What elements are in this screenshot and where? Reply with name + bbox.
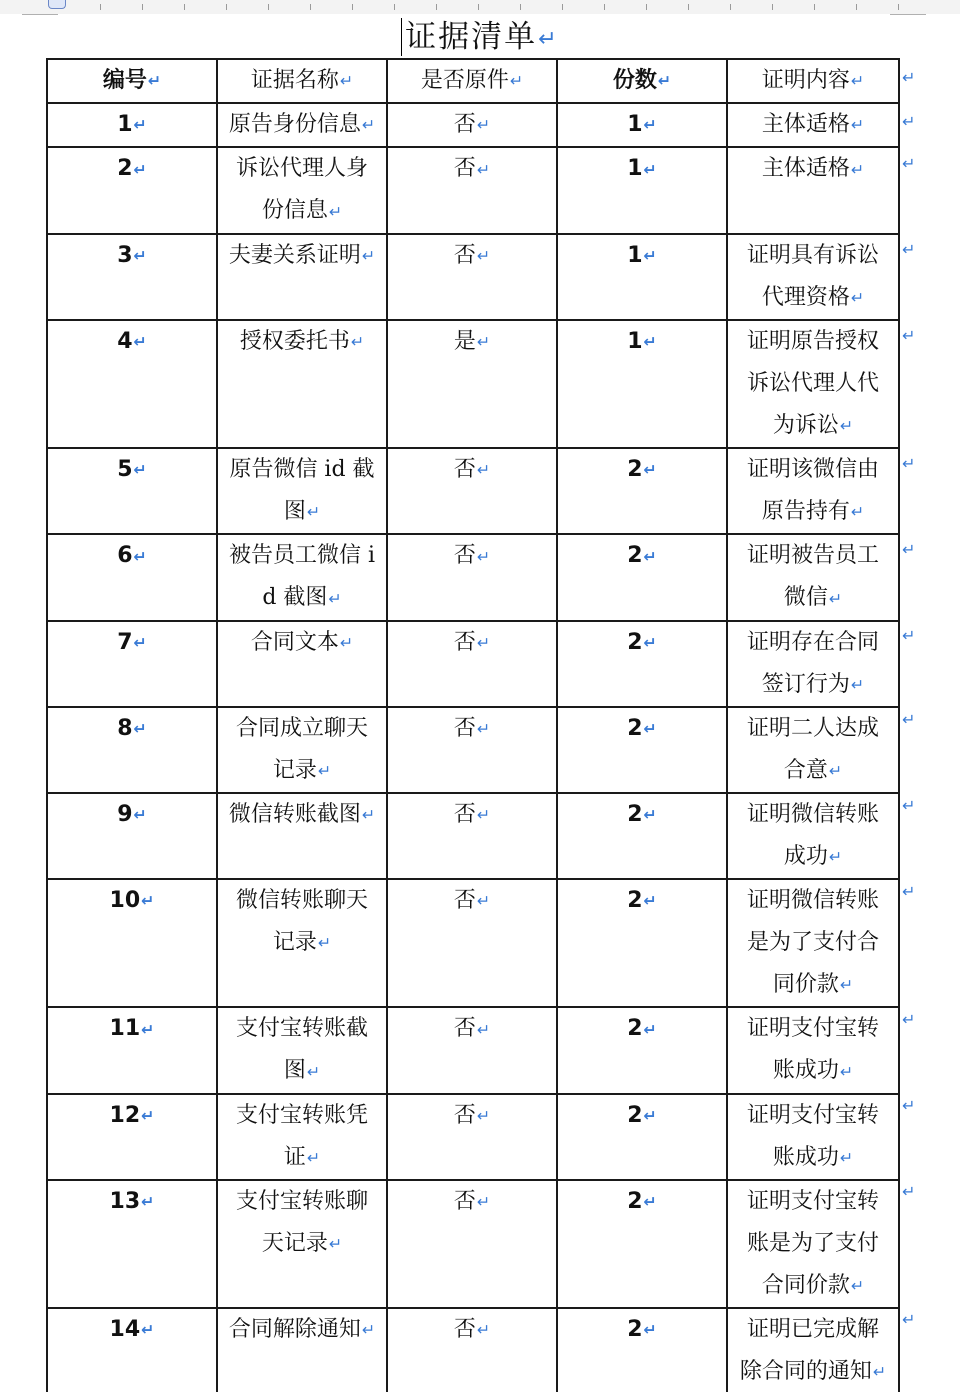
document-title-text: 证据清单 <box>405 19 538 55</box>
cell-num-text: 2 <box>117 156 133 182</box>
ruler-tick <box>730 4 731 10</box>
ruler[interactable] <box>0 0 960 14</box>
paragraph-mark-icon: ↵ <box>476 1019 491 1039</box>
cell-proof[interactable] <box>727 1180 899 1308</box>
cell-num-text: 10 <box>109 888 141 914</box>
paragraph-mark-icon: ↵ <box>839 1061 854 1081</box>
cell-copies[interactable] <box>557 534 727 620</box>
cell-name[interactable] <box>217 448 387 534</box>
table-row <box>47 879 899 1007</box>
cell-copies[interactable] <box>557 103 727 147</box>
table-row <box>47 1094 899 1180</box>
cell-original[interactable] <box>387 1308 557 1392</box>
cell-original[interactable] <box>387 448 557 534</box>
ruler-tick <box>268 4 269 10</box>
cell-name[interactable] <box>217 147 387 233</box>
cell-name-text: 合同文本 <box>250 629 339 655</box>
cell-copies[interactable] <box>557 793 727 879</box>
cell-num[interactable] <box>47 320 217 448</box>
paragraph-mark-icon: ↵ <box>850 71 865 91</box>
cell-proof-text: 证明微信转账是为了支付合同价款 <box>746 888 879 998</box>
paragraph-mark-icon: ↵ <box>476 546 491 566</box>
paragraph-mark-icon: ↵ <box>643 115 657 135</box>
cell-num[interactable] <box>47 707 217 793</box>
paragraph-mark-icon: ↵ <box>361 115 376 135</box>
cell-original-text: 否 <box>453 457 476 483</box>
cell-proof[interactable] <box>727 707 899 793</box>
paragraph-mark-icon: ↵ <box>643 1105 657 1125</box>
cell-num[interactable] <box>47 103 217 147</box>
cell-name-text: 支付宝转账截图 <box>235 1016 368 1084</box>
cell-num[interactable] <box>47 879 217 1007</box>
title-wrap <box>0 16 960 58</box>
cell-proof-text: 证明存在合同签订行为 <box>746 629 879 697</box>
paragraph-mark-icon: ↵ <box>476 805 491 825</box>
cell-proof[interactable] <box>727 448 899 534</box>
paragraph-mark-icon: ↵ <box>133 245 147 265</box>
row-end-mark-icon: ↵ <box>902 68 916 87</box>
cell-copies-text: 2 <box>627 1188 643 1214</box>
paragraph-mark-icon: ↵ <box>476 718 491 738</box>
cell-copies[interactable] <box>557 707 727 793</box>
cell-copies[interactable] <box>557 448 727 534</box>
cell-proof[interactable] <box>727 621 899 707</box>
cell-name[interactable] <box>217 103 387 147</box>
cell-num-text: 14 <box>109 1317 141 1343</box>
cell-original-text: 否 <box>453 888 476 914</box>
paragraph-mark-icon: ↵ <box>328 201 343 221</box>
cell-num-text: 7 <box>117 629 133 655</box>
cell-proof-text: 证明支付宝转账成功 <box>746 1016 879 1084</box>
cell-name[interactable] <box>217 879 387 1007</box>
cell-original[interactable] <box>387 1180 557 1308</box>
column-header-name[interactable] <box>217 59 387 103</box>
cell-proof-text: 证明被告员工微信 <box>746 543 879 611</box>
indent-marker-icon[interactable] <box>48 0 66 9</box>
cell-original-text: 否 <box>453 112 476 138</box>
paragraph-mark-icon: ↵ <box>133 546 147 566</box>
paragraph-mark-icon: ↵ <box>643 632 657 652</box>
cell-proof[interactable] <box>727 879 899 1007</box>
cell-original-text: 否 <box>453 1016 476 1042</box>
ruler-tick <box>520 4 521 10</box>
paragraph-mark-icon: ↵ <box>133 718 147 738</box>
paragraph-mark-icon: ↵ <box>147 71 162 91</box>
cell-proof[interactable] <box>727 534 899 620</box>
paragraph-mark-icon: ↵ <box>828 760 843 780</box>
row-end-mark-icon: ↵ <box>902 454 916 473</box>
paragraph-mark-icon: ↵ <box>317 933 332 953</box>
table-row <box>47 1007 899 1093</box>
paragraph-mark-icon: ↵ <box>643 460 657 480</box>
paragraph-mark-icon: ↵ <box>317 760 332 780</box>
cell-proof-text: 证明具有诉讼代理资格 <box>746 242 879 310</box>
cell-num-text: 8 <box>117 715 133 741</box>
cell-name-text: 原告身份信息 <box>228 112 361 138</box>
paragraph-mark-icon: ↵ <box>476 332 491 352</box>
cell-original-text: 否 <box>453 242 476 268</box>
paragraph-mark-icon: ↵ <box>643 891 657 911</box>
margin-line-right <box>890 14 926 15</box>
cell-proof[interactable] <box>727 103 899 147</box>
cell-copies[interactable] <box>557 1094 727 1180</box>
paragraph-mark-icon: ↵ <box>643 1192 657 1212</box>
cell-original-text: 否 <box>453 543 476 569</box>
cell-proof[interactable] <box>727 1308 899 1392</box>
paragraph-mark-icon: ↵ <box>133 159 147 179</box>
row-end-mark-icon: ↵ <box>902 1310 916 1329</box>
paragraph-mark-icon: ↵ <box>339 632 354 652</box>
cell-num-text: 4 <box>117 328 133 354</box>
table-row <box>47 320 899 448</box>
row-end-mark-icon: ↵ <box>902 326 916 345</box>
cell-name[interactable] <box>217 234 387 320</box>
cell-name-text: 授权委托书 <box>239 328 350 354</box>
paragraph-mark-icon: ↵ <box>538 25 559 52</box>
paragraph-mark-icon: ↵ <box>850 287 865 307</box>
cell-copies-text: 2 <box>627 629 643 655</box>
paragraph-mark-icon: ↵ <box>643 1019 657 1039</box>
cell-copies[interactable] <box>557 147 727 233</box>
cell-copies[interactable] <box>557 1308 727 1392</box>
row-end-mark-icon: ↵ <box>902 154 916 173</box>
paragraph-mark-icon: ↵ <box>361 1320 376 1340</box>
paragraph-mark-icon: ↵ <box>476 632 491 652</box>
table-row <box>47 793 899 879</box>
row-end-mark-icon: ↵ <box>902 882 916 901</box>
row-end-mark-icon: ↵ <box>902 626 916 645</box>
paragraph-mark-icon: ↵ <box>643 546 657 566</box>
column-header-copies-text: 份数 <box>612 68 657 93</box>
evidence-table <box>46 58 900 1392</box>
row-end-mark-icon: ↵ <box>902 1096 916 1115</box>
cell-original[interactable] <box>387 621 557 707</box>
ruler-tick <box>142 4 143 10</box>
cell-copies[interactable] <box>557 1180 727 1308</box>
table-row <box>47 621 899 707</box>
cell-num-text: 11 <box>109 1016 141 1042</box>
paragraph-mark-icon: ↵ <box>361 805 376 825</box>
paragraph-mark-icon: ↵ <box>133 632 147 652</box>
table-row <box>47 103 899 147</box>
row-end-mark-icon: ↵ <box>902 1182 916 1201</box>
cell-name-text: 微信转账截图 <box>228 801 361 827</box>
cell-copies-text: 2 <box>627 801 643 827</box>
cell-proof-text: 主体适格 <box>761 112 850 138</box>
cell-name-text: 诉讼代理人身份信息 <box>235 156 368 224</box>
paragraph-mark-icon: ↵ <box>828 588 843 608</box>
paragraph-mark-icon: ↵ <box>476 1192 491 1212</box>
cell-num[interactable] <box>47 1308 217 1392</box>
paragraph-mark-icon: ↵ <box>133 115 147 135</box>
row-end-mark-icon: ↵ <box>902 796 916 815</box>
paragraph-mark-icon: ↵ <box>643 718 657 738</box>
cell-original[interactable] <box>387 234 557 320</box>
paragraph-mark-icon: ↵ <box>850 1276 865 1296</box>
table-row <box>47 448 899 534</box>
paragraph-mark-icon: ↵ <box>509 71 524 91</box>
table-row <box>47 707 899 793</box>
cell-copies-text: 2 <box>627 457 643 483</box>
cell-copies-text: 2 <box>627 888 643 914</box>
cell-num[interactable] <box>47 793 217 879</box>
column-header-num-text: 编号 <box>102 68 147 93</box>
cell-copies[interactable] <box>557 234 727 320</box>
paragraph-mark-icon: ↵ <box>141 1192 155 1212</box>
cell-copies[interactable] <box>557 1007 727 1093</box>
column-header-num[interactable] <box>47 59 217 103</box>
cell-copies[interactable] <box>557 879 727 1007</box>
cell-num[interactable] <box>47 534 217 620</box>
cell-proof[interactable] <box>727 320 899 448</box>
paragraph-mark-icon: ↵ <box>141 891 155 911</box>
paragraph-mark-icon: ↵ <box>339 71 354 91</box>
cell-name[interactable] <box>217 1094 387 1180</box>
cell-original[interactable] <box>387 534 557 620</box>
paragraph-mark-icon: ↵ <box>133 332 147 352</box>
ruler-tick <box>352 4 353 10</box>
cell-num[interactable] <box>47 1180 217 1308</box>
cell-copies-text: 2 <box>627 1102 643 1128</box>
cell-copies-text: 2 <box>627 1317 643 1343</box>
ruler-tick <box>604 4 605 10</box>
paragraph-mark-icon: ↵ <box>476 460 491 480</box>
paragraph-mark-icon: ↵ <box>839 1147 854 1167</box>
row-end-mark-icon: ↵ <box>902 710 916 729</box>
paragraph-mark-icon: ↵ <box>476 1105 491 1125</box>
cell-original-text: 否 <box>453 1188 476 1214</box>
paragraph-mark-icon: ↵ <box>643 245 657 265</box>
table-row <box>47 1308 899 1392</box>
row-end-mark-icon: ↵ <box>902 540 916 559</box>
cell-num[interactable] <box>47 147 217 233</box>
cell-name-text: 支付宝转账聊天记录 <box>235 1188 368 1256</box>
row-end-mark-icon: ↵ <box>902 1010 916 1029</box>
ruler-tick <box>772 4 773 10</box>
paragraph-mark-icon: ↵ <box>850 502 865 522</box>
paragraph-mark-icon: ↵ <box>476 115 491 135</box>
cell-name[interactable] <box>217 1308 387 1392</box>
cell-num[interactable] <box>47 621 217 707</box>
cell-proof-text: 证明微信转账成功 <box>746 801 879 869</box>
cell-original-text: 否 <box>453 715 476 741</box>
cell-original[interactable] <box>387 103 557 147</box>
cell-copies-text: 2 <box>627 715 643 741</box>
row-end-mark-icon: ↵ <box>902 112 916 131</box>
cell-original[interactable] <box>387 147 557 233</box>
paragraph-mark-icon: ↵ <box>476 891 491 911</box>
cell-name-text: 微信转账聊天记录 <box>235 888 368 956</box>
cell-original[interactable] <box>387 1007 557 1093</box>
cell-proof[interactable] <box>727 1007 899 1093</box>
cell-proof-text: 证明二人达成合意 <box>746 715 879 783</box>
cell-name[interactable] <box>217 1007 387 1093</box>
column-header-name-text: 证据名称 <box>250 68 339 93</box>
paragraph-mark-icon: ↵ <box>657 71 672 91</box>
ruler-tick <box>856 4 857 10</box>
cell-copies-text: 1 <box>627 328 643 354</box>
cell-proof-text: 证明支付宝转账成功 <box>746 1102 879 1170</box>
ruler-tick <box>688 4 689 10</box>
cell-name-text: 夫妻关系证明 <box>228 242 361 268</box>
cell-original[interactable] <box>387 879 557 1007</box>
ruler-tick <box>100 4 101 10</box>
cell-name-text: 合同解除通知 <box>228 1317 361 1343</box>
cell-num-text: 5 <box>117 457 133 483</box>
cell-num-text: 3 <box>117 242 133 268</box>
cell-original-text: 否 <box>453 629 476 655</box>
ruler-tick <box>814 4 815 10</box>
cell-proof-text: 证明原告授权诉讼代理人代为诉讼 <box>746 328 879 438</box>
cell-original[interactable] <box>387 1094 557 1180</box>
paragraph-mark-icon: ↵ <box>643 1320 657 1340</box>
row-end-mark-icon: ↵ <box>902 240 916 259</box>
cell-copies-text: 1 <box>627 112 643 138</box>
cell-original-text: 否 <box>453 156 476 182</box>
cell-original[interactable] <box>387 793 557 879</box>
cell-proof[interactable] <box>727 793 899 879</box>
paragraph-mark-icon: ↵ <box>643 805 657 825</box>
cell-copies[interactable] <box>557 621 727 707</box>
cell-num-text: 13 <box>109 1188 141 1214</box>
ruler-tick <box>898 4 899 10</box>
cell-name[interactable] <box>217 621 387 707</box>
cell-num-text: 9 <box>117 801 133 827</box>
paragraph-mark-icon: ↵ <box>476 1320 491 1340</box>
cell-num[interactable] <box>47 1094 217 1180</box>
cell-name-text: 原告微信 id 截图 <box>229 457 375 525</box>
ruler-tick <box>562 4 563 10</box>
cell-copies-text: 2 <box>627 543 643 569</box>
table-row <box>47 234 899 320</box>
table-header-row <box>47 59 899 103</box>
cell-name[interactable] <box>217 1180 387 1308</box>
ruler-tick <box>436 4 437 10</box>
cell-name-text: 支付宝转账凭证 <box>235 1102 368 1170</box>
paragraph-mark-icon: ↵ <box>643 159 657 179</box>
cell-original-text: 否 <box>453 1102 476 1128</box>
paragraph-mark-icon: ↵ <box>361 245 376 265</box>
cell-original[interactable] <box>387 320 557 448</box>
paragraph-mark-icon: ↵ <box>839 975 854 995</box>
column-header-original-text: 是否原件 <box>420 68 509 93</box>
ruler-tick <box>184 4 185 10</box>
cell-num-text: 1 <box>117 112 133 138</box>
ruler-tick <box>478 4 479 10</box>
cell-copies-text: 1 <box>627 242 643 268</box>
paragraph-mark-icon: ↵ <box>350 332 365 352</box>
paragraph-mark-icon: ↵ <box>306 502 321 522</box>
table-row <box>47 534 899 620</box>
cell-name-text: 被告员工微信 id 截图 <box>228 543 376 611</box>
ruler-tick <box>394 4 395 10</box>
cell-proof-text: 证明该微信由原告持有 <box>746 457 879 525</box>
paragraph-mark-icon: ↵ <box>850 159 865 179</box>
cell-num-text: 12 <box>109 1102 141 1128</box>
paragraph-mark-icon: ↵ <box>643 332 657 352</box>
cell-proof[interactable] <box>727 147 899 233</box>
paragraph-mark-icon: ↵ <box>828 847 843 867</box>
cell-proof[interactable] <box>727 234 899 320</box>
cell-proof-text: 证明支付宝转账是为了支付合同价款 <box>746 1188 879 1298</box>
cell-proof-text: 证明已完成解除合同的通知 <box>739 1317 879 1385</box>
cell-name[interactable] <box>217 534 387 620</box>
cell-num-text: 6 <box>117 543 133 569</box>
cell-copies[interactable] <box>557 320 727 448</box>
table-row <box>47 147 899 233</box>
text-cursor <box>401 18 402 56</box>
paragraph-mark-icon: ↵ <box>141 1019 155 1039</box>
column-header-copies[interactable] <box>557 59 727 103</box>
paragraph-mark-icon: ↵ <box>141 1320 155 1340</box>
column-header-proof-text: 证明内容 <box>761 68 850 93</box>
column-header-original[interactable] <box>387 59 557 103</box>
cell-original-text: 是 <box>453 328 476 354</box>
cell-num[interactable] <box>47 1007 217 1093</box>
paragraph-mark-icon: ↵ <box>141 1105 155 1125</box>
paragraph-mark-icon: ↵ <box>306 1147 321 1167</box>
paragraph-mark-icon: ↵ <box>133 805 147 825</box>
ruler-tick <box>226 4 227 10</box>
paragraph-mark-icon: ↵ <box>476 245 491 265</box>
document-title[interactable] <box>401 16 559 60</box>
cell-original-text: 否 <box>453 801 476 827</box>
cell-name-text: 合同成立聊天记录 <box>235 715 368 783</box>
cell-original[interactable] <box>387 707 557 793</box>
ruler-tick <box>646 4 647 10</box>
cell-original-text: 否 <box>453 1317 476 1343</box>
paragraph-mark-icon: ↵ <box>476 159 491 179</box>
paragraph-mark-icon: ↵ <box>850 674 865 694</box>
paragraph-mark-icon: ↵ <box>306 1061 321 1081</box>
column-header-proof[interactable] <box>727 59 899 103</box>
ruler-tick <box>310 4 311 10</box>
paragraph-mark-icon: ↵ <box>328 1234 343 1254</box>
paragraph-mark-icon: ↵ <box>133 460 147 480</box>
cell-copies-text: 2 <box>627 1016 643 1042</box>
paragraph-mark-icon: ↵ <box>839 416 854 436</box>
cell-name[interactable] <box>217 707 387 793</box>
cell-name[interactable] <box>217 793 387 879</box>
paragraph-mark-icon: ↵ <box>850 115 865 135</box>
margin-line-left <box>22 14 58 15</box>
cell-num[interactable] <box>47 234 217 320</box>
table-row <box>47 1180 899 1308</box>
cell-copies-text: 1 <box>627 156 643 182</box>
cell-proof[interactable] <box>727 1094 899 1180</box>
paragraph-mark-icon: ↵ <box>328 588 342 608</box>
cell-proof-text: 主体适格 <box>761 156 850 182</box>
cell-name[interactable] <box>217 320 387 448</box>
paragraph-mark-icon: ↵ <box>872 1362 887 1382</box>
cell-num[interactable] <box>47 448 217 534</box>
